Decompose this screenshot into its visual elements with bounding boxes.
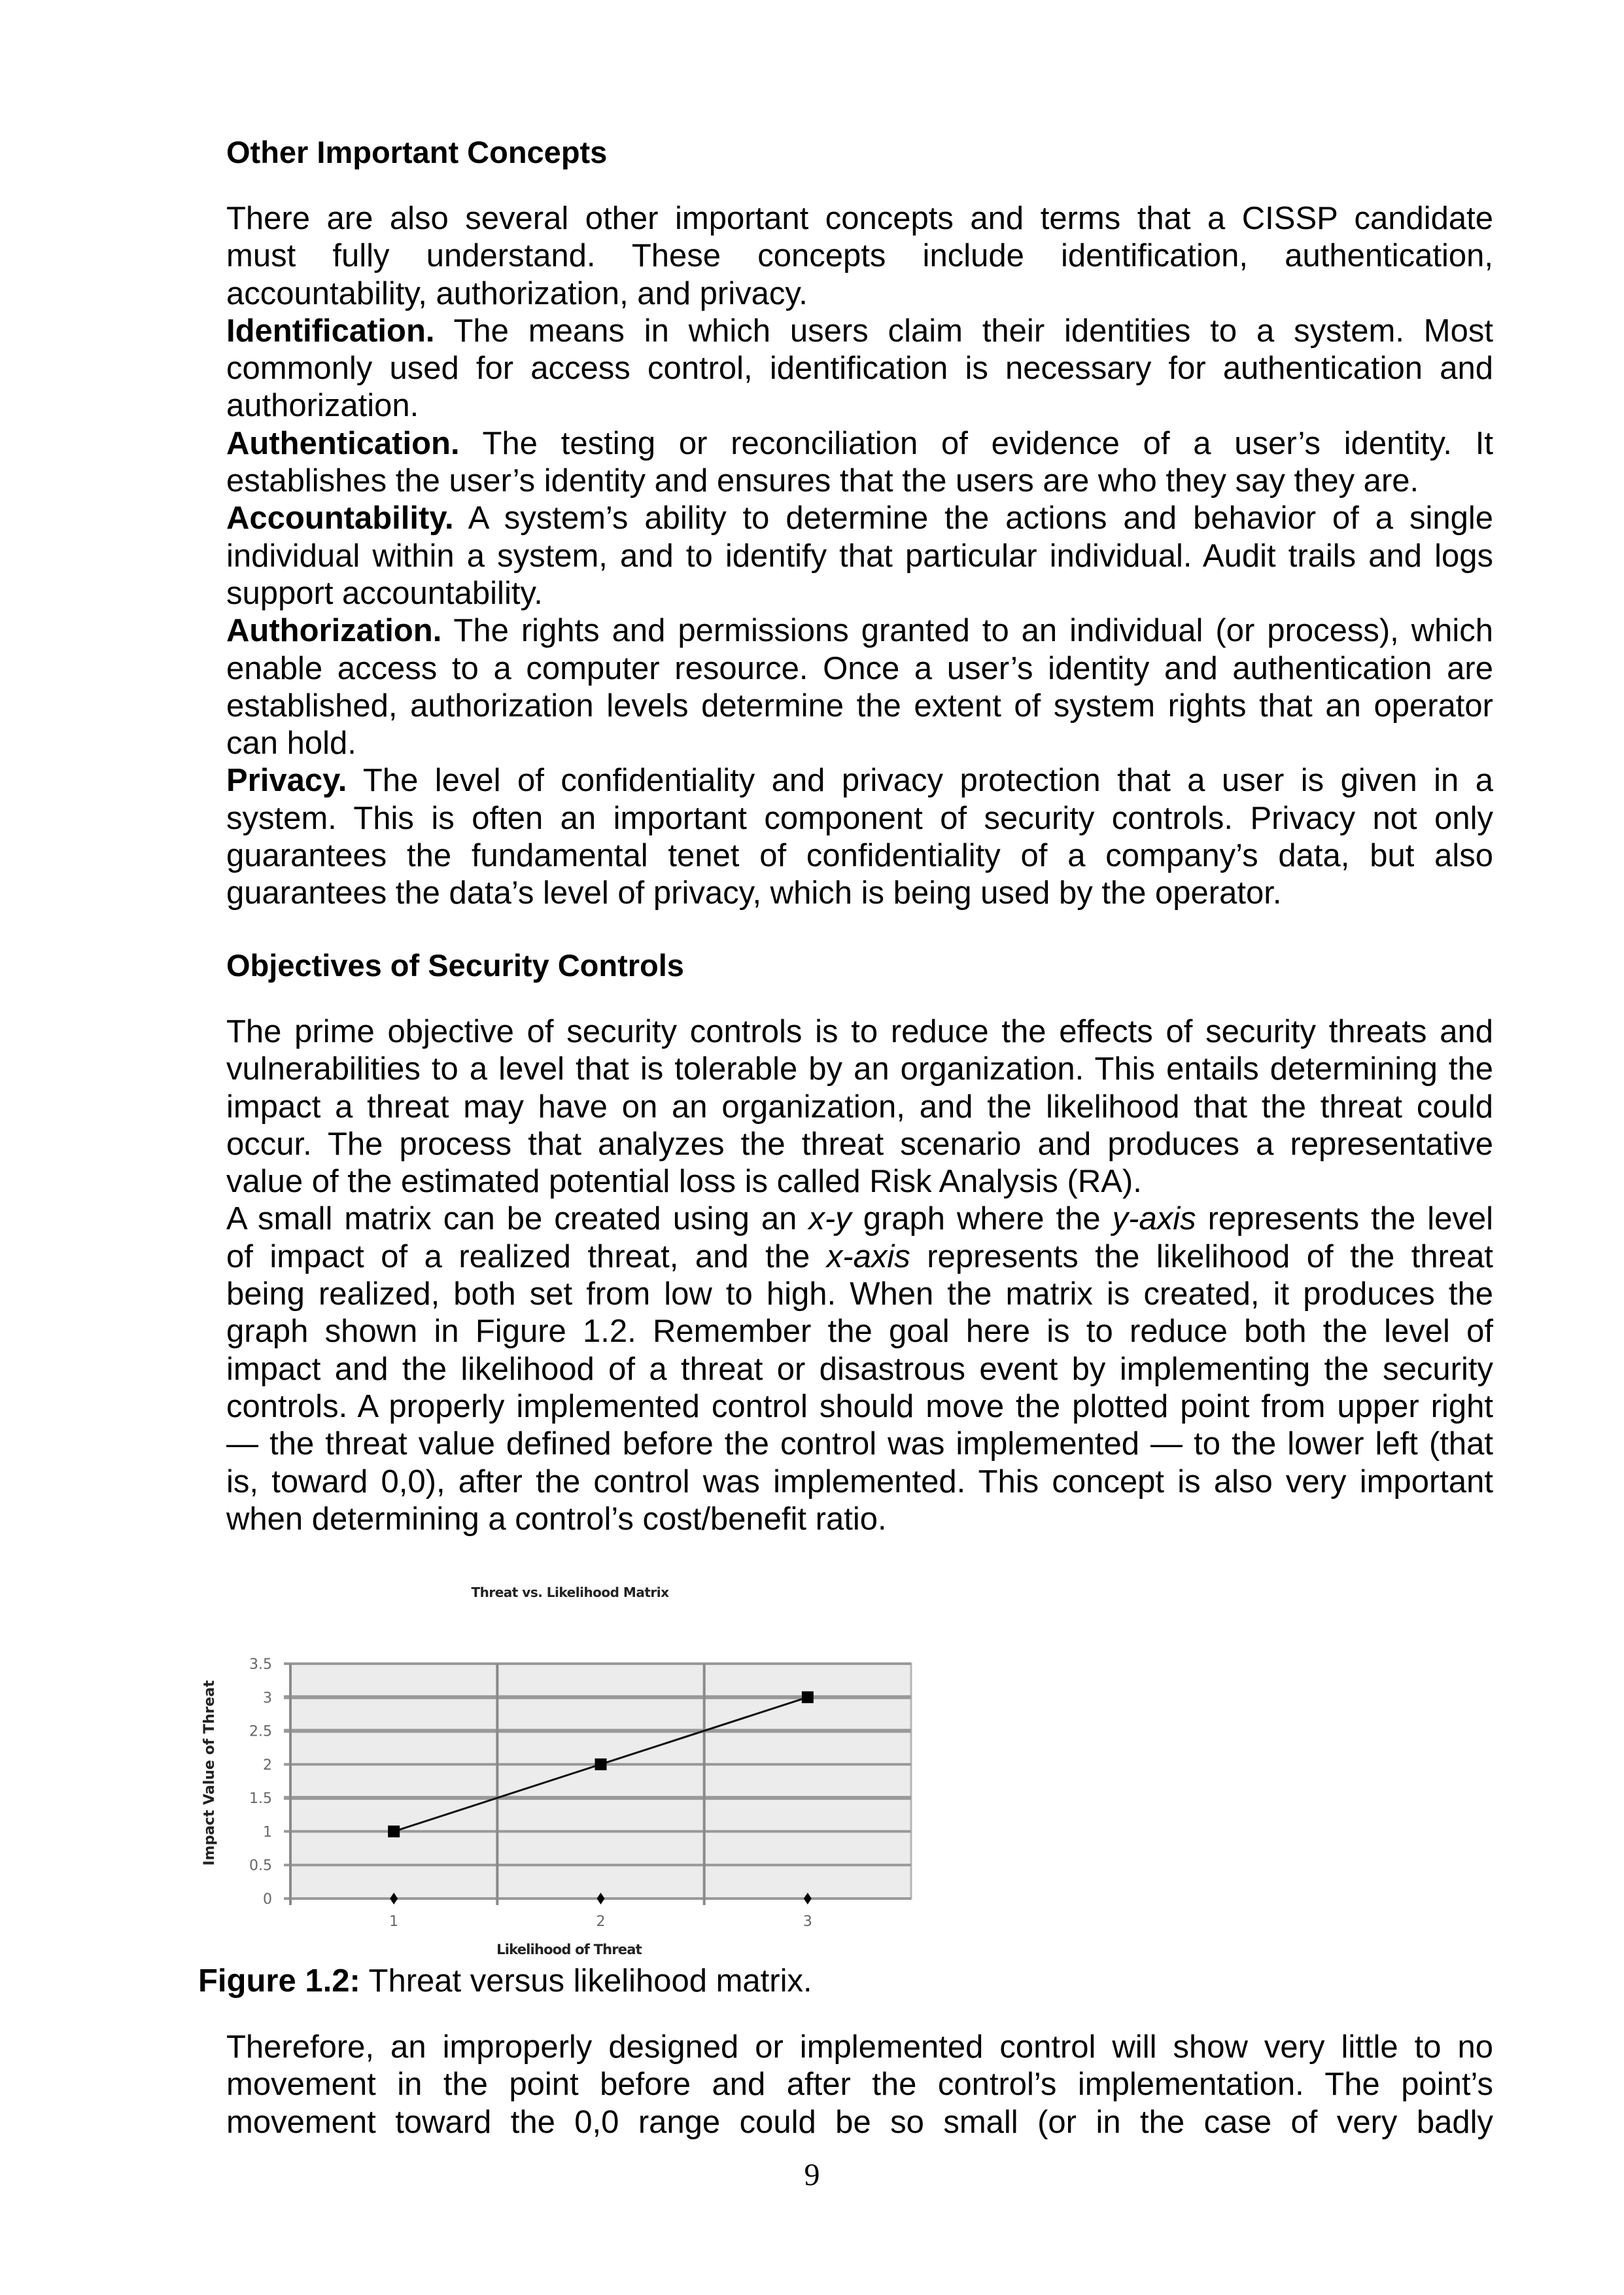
text-line: commonly used for access control, identification is necessary for authentication and — [226, 351, 1493, 387]
text-line: being realized, both set from low to high. When the matrix is created, it produces the — [226, 1276, 1493, 1312]
text-line: impact and the likelihood of a threat or disastrous event by implementing the security — [226, 1351, 1493, 1387]
text-line: is, toward 0,0), after the control was implemented. This concept is also very important — [226, 1463, 1493, 1499]
text-line: must fully understand. These concepts include identification, authentication, — [226, 238, 1493, 274]
x-tick-label: 2 — [596, 1914, 606, 1930]
text-line: vulnerabilities to a level that is tolerable by an organization. This entails determining the — [226, 1051, 1493, 1087]
text-line: Therefore, an improperly designed or implemented control will show very little to no — [226, 2029, 1493, 2065]
text-line: can hold. — [226, 726, 356, 762]
x-tick-label: 1 — [389, 1914, 399, 1930]
text-line: There are also several other important concepts and terms that a CISSP candidate — [226, 201, 1493, 236]
section-heading-other-important-concepts: Other Important Concepts — [226, 135, 608, 169]
y-tick-label: 2.5 — [249, 1723, 272, 1740]
page-number: 9 — [804, 2158, 820, 2192]
square-marker-icon — [388, 1825, 400, 1837]
text-line: impact a threat may have on an organization, and the likelihood that the threat could — [226, 1089, 1493, 1125]
term-label: Privacy. — [226, 763, 347, 799]
chart-y-axis-label: Impact Value of Threat — [201, 1680, 218, 1866]
text-line: authorization. — [226, 388, 419, 424]
term-label: Identification. — [226, 313, 435, 349]
y-tick-label: 2 — [263, 1757, 272, 1774]
text-line: of impact of a realized threat, and the x-axis represents the likelihood of the threat — [226, 1238, 1494, 1274]
text-line: — the threat value defined before the control was implemented — to the lower left (that — [226, 1426, 1493, 1462]
y-tick-label: 0 — [263, 1891, 272, 1908]
figure-caption — [198, 1963, 812, 2000]
text-line: system. This is often an important component of security controls. Privacy not only — [226, 800, 1493, 836]
term-label: Accountability. — [226, 500, 454, 536]
section-body-continuation — [226, 2029, 1493, 2141]
section-body-other-important-concepts — [226, 200, 1493, 913]
text-line: guarantees the data’s level of privacy, which is being used by the operator. — [226, 875, 1282, 911]
y-tick-label: 3 — [263, 1690, 272, 1707]
chart-plot — [183, 1577, 935, 1969]
chart-title: Threat vs. Likelihood Matrix — [471, 1585, 669, 1600]
text-line: The prime objective of security controls is to reduce the effects of security threats and — [226, 1014, 1493, 1049]
y-tick-label: 1.5 — [249, 1791, 272, 1808]
italic-term: x-axis — [826, 1238, 910, 1274]
chart-x-axis-label: Likelihood of Threat — [496, 1942, 642, 1957]
text-line: Privacy. The level of confidentiality and privacy protection that a user is given in a — [226, 763, 1493, 799]
text-line: value of the estimated potential loss is called Risk Analysis (RA). — [226, 1164, 1142, 1200]
term-label: Authorization. — [226, 613, 442, 649]
text-line: establishes the user’s identity and ensures that the users are who they say they are. — [226, 463, 1419, 499]
text-line: established, authorization levels determine the extent of system rights that an operator — [226, 688, 1493, 724]
y-tick-label: 0.5 — [249, 1857, 272, 1874]
text-line: when determining a control’s cost/benefit ratio. — [226, 1501, 887, 1537]
italic-term: y-axis — [1112, 1201, 1196, 1237]
text-line: guarantees the fundamental tenet of confidentiality of a company’s data, but also — [226, 838, 1493, 874]
figure-caption-label: Figure 1.2: — [198, 1963, 360, 1999]
text-line: Accountability. A system’s ability to determine the actions and behavior of a single — [226, 500, 1493, 536]
text-line: controls. A properly implemented control should move the plotted point from upper right — [226, 1388, 1493, 1424]
italic-term: x-y — [808, 1201, 852, 1237]
x-tick-label: 3 — [803, 1914, 812, 1930]
text-line: occur. The process that analyzes the threat scenario and produces a representative — [226, 1126, 1493, 1162]
figure-caption-text: Threat versus likelihood matrix. — [360, 1963, 812, 1999]
section-body-objectives — [226, 1013, 1493, 1538]
threat-likelihood-chart — [183, 1577, 935, 1969]
y-tick-label: 3.5 — [249, 1656, 272, 1673]
square-marker-icon — [802, 1691, 814, 1703]
text-line: A small matrix can be created using an x-y graph where the y-axis represents the level — [226, 1201, 1494, 1237]
text-line: Authentication. The testing or reconciliation of evidence of a user’s identity. It — [226, 425, 1493, 461]
square-marker-icon — [595, 1759, 607, 1770]
y-tick-label: 1 — [263, 1824, 272, 1841]
text-line: accountability, authorization, and privacy. — [226, 275, 808, 311]
text-line: enable access to a computer resource. Once a user’s identity and authentication are — [226, 650, 1493, 686]
text-line: Authorization. The rights and permissions granted to an individual (or process), which — [226, 613, 1493, 649]
text-line: movement in the point before and after the control’s implementation. The point’s — [226, 2067, 1493, 2103]
text-line: movement toward the 0,0 range could be so small (or in the case of very badly — [226, 2104, 1493, 2140]
text-line: graph shown in Figure 1.2. Remember the goal here is to reduce both the level of — [226, 1314, 1493, 1350]
text-line: individual within a system, and to identify that particular individual. Audit trails and logs — [226, 538, 1493, 574]
text-line: Identification. The means in which users claim their identities to a system. Most — [226, 313, 1493, 349]
term-label: Authentication. — [226, 425, 460, 461]
section-heading-objectives-of-security-controls: Objectives of Security Controls — [226, 948, 684, 983]
text-line: support accountability. — [226, 575, 543, 611]
